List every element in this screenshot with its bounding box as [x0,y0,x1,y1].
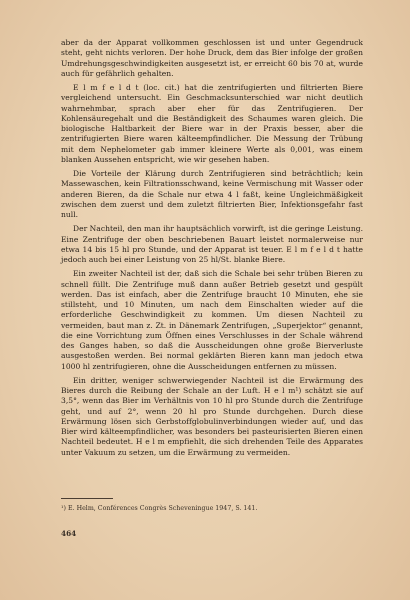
paragraph: aber da der Apparat vollkommen geschlossen ist und unter Gegendruck steht, geht nichts verloren. Der hohe Druck, dem das Bier infolge der großen Umdrehungsgeschwindigkeiten ausgesetzt ist, er erreicht 60 bis 70 at, wurde auch für gefährlich gehalten. [61,38,363,78]
paragraph: Ein dritter, weniger schwerwiegender Nachteil ist die Erwärmung des Bieres durch die Reibung der Schale an der Luft. H e l m¹) schätzt sie auf 3,5°, wenn das Bier im Verhältnis von 10 hl pro Stunde durch die Zentrifuge geht, und auf 2°, wenn 20 hl pro Stunde durchgehen. Durch diese Erwärmung lösen sich Gerbstoffglobulinverbindungen wieder auf, und das Bier wird kälteempfindlicher, was besonders bei pasteurisierten Bieren einen Nachteil bedeutet. H e l m empfiehlt, die sich drehenden Teile des Apparates unter Vakuum zu setzen, um die Erwärmung zu vermeiden. [61,375,363,457]
body-text [61,38,363,462]
paragraph: Ein zweiter Nachteil ist der, daß sich die Schale bei sehr trüben Bieren zu schnell füllt. Die Zentrifuge muß dann außer Betrieb gesetzt und gespült werden. Das ist einfach, aber die Zentrifuge braucht 10 Minuten, ehe sie stillsteht, und 10 Minuten, um nach dem Einschalten wieder auf die erforderliche Geschwindigkeit zu kommen. Um diesen Nachteil zu vermeiden, baut man z. Zt. in Dänemark Zentrifugen, „Superjektor“ genannt, die eine Vorrichtung zum Öffnen eines Verschlusses in der Schale während des Ganges haben, so daß die Ausscheidungen ohne große Bierverluste ausgestoßen werden. Bei normal geklärten Bieren kann man jedoch etwa 1000 hl zentrifugieren, ohne die Ausscheidungen entfernen zu müssen. [61,269,363,371]
paragraph: E l m f e l d t (loc. cit.) hat die zentrifugierten und filtrierten Biere vergleichend untersucht. Ein Geschmacksunterschied war nicht deutlich wahrnehmbar, sprach aber eher für das Zentrifugieren. Der Kohlensäuregehalt und die Beständigkeit des Schaumes waren gleich. Die biologische Haltbarkeit der Biere war in der Praxis besser, aber die zentrifugierten Biere waren kälteempfindlicher. Die Messung der Trübung mit dem Nephelometer gab immer kleinere Werte als 0,001, was einem blanken Aussehen entspricht, wie wir gesehen haben. [61,83,363,164]
footnote-rule [61,498,113,499]
footnote: ¹) E. Helm, Conférences Congrès Scheveningue 1947, S. 141. [61,505,258,512]
page-number: 464 [61,529,77,538]
paragraph: Die Vorteile der Klärung durch Zentrifugieren sind beträchtlich; kein Massewaschen, kein Filtrationsschwand, keine Vermischung mit Wasser oder anderen Bieren, da die Schale nur etwa 4 l faßt, keine Ungleichmäßigkeit zwischen dem zuerst und dem zuletzt filtrierten Bier, Infektionsgefahr fast null. [61,169,363,219]
paragraph: Der Nachteil, den man ihr hauptsächlich vorwirft, ist die geringe Leistung. Eine Zentrifuge der oben beschriebenen Bauart leistet normalerweise nur etwa 14 bis 15 hl pro Stunde, und der Apparat ist teuer. E l m f e l d t hatte jedoch auch bei einer Leistung von 25 hl/St. blanke Biere. [61,224,363,264]
